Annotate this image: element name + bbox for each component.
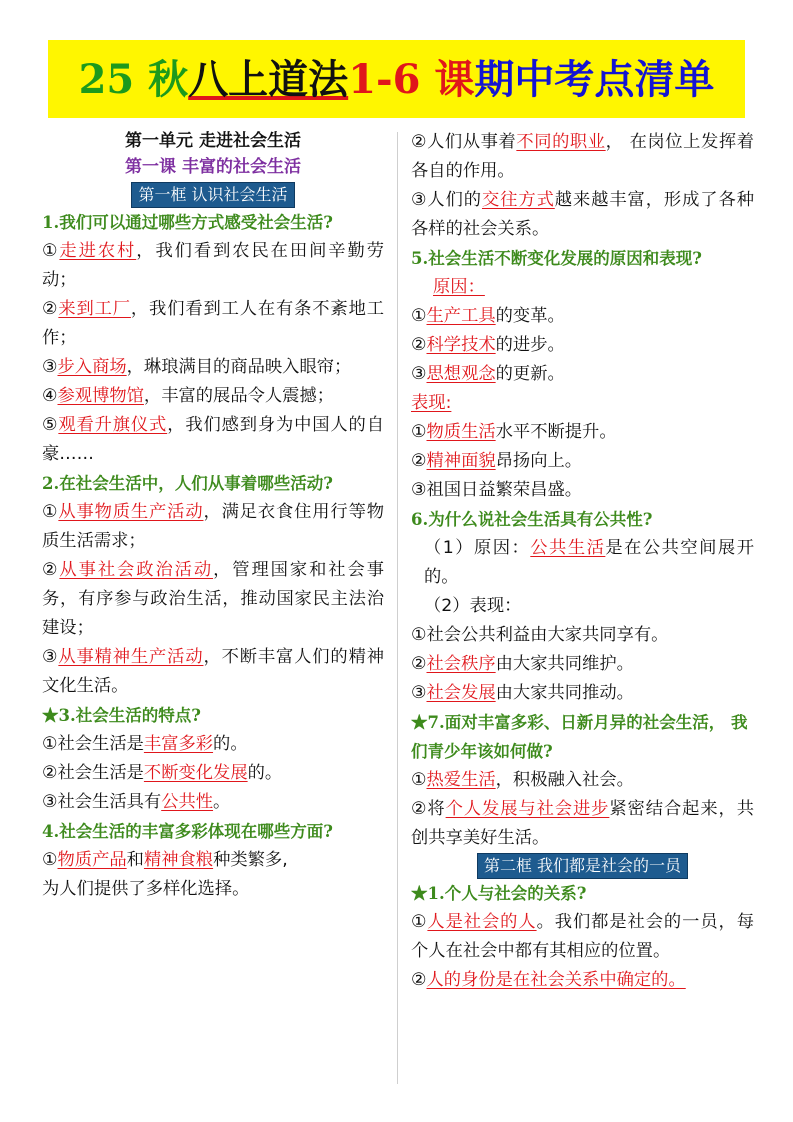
answer-item: ②社会生活是不断变化发展的。	[42, 763, 283, 783]
question-heading: 1.我们可以通过哪些方式感受社会生活?	[42, 213, 333, 232]
reason-label: 原因：	[433, 277, 485, 297]
question-heading: 5.社会生活不断变化发展的原因和表现?	[411, 249, 702, 268]
answer-item: ④参观博物馆，丰富的展品令人震撼；	[42, 386, 335, 406]
answer-item: （1）原因：公共生活是在公共空间展开的。	[424, 538, 754, 587]
answer-item: ②人的身份是在社会关系中确定的。	[411, 970, 686, 990]
answer-item: ①生产工具的变革。	[411, 306, 565, 326]
keyword: 参观博物馆	[57, 386, 144, 406]
answer-item-continuation: 为人们提供了多样化选择。	[42, 879, 250, 899]
keyword: 生产工具	[426, 306, 496, 326]
keyword: 走进农村	[59, 241, 137, 261]
answer-item: ①物质产品和精神食粮种类繁多,	[42, 850, 288, 870]
answer-item: ②人们从事着不同的职业， 在岗位上发挥着各自的作用。	[411, 132, 754, 181]
keyword: 人的身份是在社会关系中确定的。	[426, 970, 686, 990]
sub-label-row	[411, 273, 754, 302]
answer-item: ②从事社会政治活动，管理国家和社会事务，有序参与政治生活，推动国家民主法治建设；	[42, 560, 384, 638]
keyword: 精神面貌	[426, 451, 496, 471]
title-part-semester: 25 秋	[78, 56, 189, 103]
answer-item: ①走进农村，我们看到农民在田间辛勤劳动；	[42, 241, 384, 290]
answer-item: ①物质生活水平不断提升。	[411, 422, 617, 442]
answer-item: ②来到工厂，我们看到工人在有条不紊地工作；	[42, 299, 384, 348]
answer-item: ②社会秩序由大家共同维护。	[411, 654, 634, 674]
unit-heading: 第一单元 走进社会生活	[125, 131, 301, 151]
keyword: 不同的职业	[516, 132, 606, 152]
show-label: 表现:	[411, 393, 452, 413]
title-part-subject: 八上道法	[188, 56, 349, 103]
keyword: 精神食粮	[143, 850, 214, 870]
answer-item: ⑤观看升旗仪式，我们感到身为中国人的自豪……	[42, 415, 384, 464]
keyword: 公共性	[161, 792, 214, 812]
answer-item: ②将个人发展与社会进步紧密结合起来，共创共享美好生活。	[411, 799, 754, 848]
keyword: 从事物质生产活动	[58, 502, 204, 522]
keyword: 丰富多彩	[143, 734, 214, 754]
answer-item: ③社会发展由大家共同推动。	[411, 683, 634, 703]
sub-label-row	[411, 389, 754, 418]
column-divider	[397, 132, 398, 1084]
keyword: 从事社会政治活动	[59, 560, 214, 580]
question-heading: ★1.个人与社会的关系?	[411, 884, 587, 903]
answer-item: ①从事物质生产活动，满足衣食住用行等物质生活需求；	[42, 502, 384, 551]
keyword: 物质生活	[426, 422, 496, 442]
answer-item: ③社会生活具有公共性。	[42, 792, 231, 812]
answer-item: ①热爱生活，积极融入社会。	[411, 770, 634, 790]
frame2-box	[411, 853, 754, 879]
frame1-box	[42, 182, 384, 208]
keyword: 公共生活	[530, 538, 606, 558]
sub-heading: （2）表现：	[424, 596, 522, 616]
answer-item: ①社会公共利益由大家共同享有。	[411, 625, 669, 645]
keyword: 个人发展与社会进步	[445, 799, 610, 819]
title-banner	[48, 40, 745, 118]
keyword: 物质产品	[57, 850, 127, 870]
frame2-label: 第二框 我们都是社会的一员	[477, 853, 688, 879]
keyword: 热爱生活	[426, 770, 496, 790]
keyword: 交往方式	[481, 190, 555, 210]
title-part-checklist: 期中考点清单	[474, 56, 715, 103]
answer-item: ②精神面貌昂扬向上。	[411, 451, 583, 471]
keyword: 不断变化发展	[143, 763, 248, 783]
answer-item: ③从事精神生产活动，不断丰富人们的精神文化生活。	[42, 647, 384, 696]
answer-item: ②科学技术的进步。	[411, 335, 565, 355]
keyword: 社会秩序	[426, 654, 496, 674]
keyword: 科学技术	[426, 335, 496, 355]
keyword: 来到工厂	[58, 299, 131, 319]
keyword: 观看升旗仪式	[58, 415, 168, 435]
lesson-heading: 第一课 丰富的社会生活	[125, 157, 301, 177]
keyword: 步入商场	[57, 357, 127, 377]
answer-item: ①人是社会的人。我们都是社会的一员，每个人在社会中都有其相应的位置。	[411, 912, 754, 961]
answer-item: ③人们的交往方式越来越丰富，形成了各种各样的社会关系。	[411, 190, 754, 239]
frame1-label: 第一框 认识社会生活	[131, 182, 294, 208]
left-column	[42, 128, 384, 904]
right-column	[411, 128, 754, 995]
title-part-lessons: 1-6 课	[348, 56, 475, 103]
answer-item: ③祖国日益繁荣昌盛。	[411, 480, 583, 500]
answer-item: ①社会生活是丰富多彩的。	[42, 734, 248, 754]
keyword: 人是社会的人	[427, 912, 537, 932]
question-heading: 2.在社会生活中，人们从事着哪些活动?	[42, 474, 333, 493]
answer-item: ③思想观念的更新。	[411, 364, 565, 384]
answer-item: ③步入商场，琳琅满目的商品映入眼帘；	[42, 357, 352, 377]
question-heading: ★3.社会生活的特点?	[42, 706, 201, 725]
question-heading: 6.为什么说社会生活具有公共性?	[411, 510, 653, 529]
question-heading: 4.社会生活的丰富多彩体现在哪些方面?	[42, 822, 333, 841]
keyword: 思想观念	[426, 364, 496, 384]
question-heading: ★7.面对丰富多彩、日新月异的社会生活， 我们青少年该如何做?	[411, 713, 748, 761]
keyword: 社会发展	[426, 683, 496, 703]
keyword: 从事精神生产活动	[58, 647, 204, 667]
